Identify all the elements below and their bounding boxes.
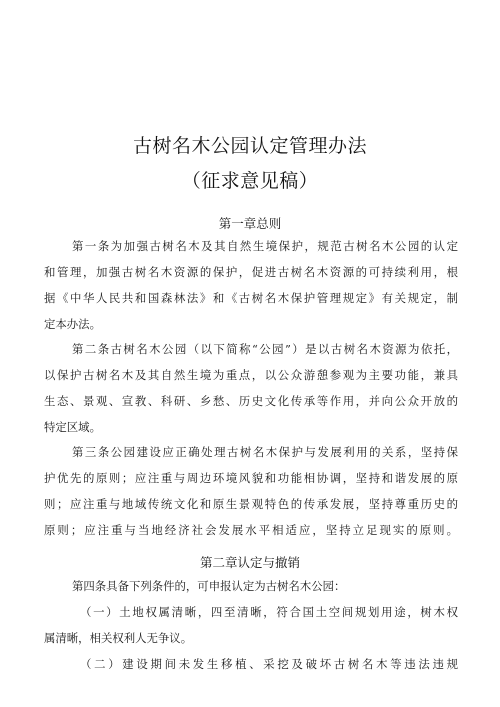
text-line: 特定区域。 [44,420,101,434]
text-line: 第二条古树名木公园（以下简称“公园”）是以古树名木资源为依托， [72,342,458,356]
text-line: 属清晰，相关权利人无争议。 [44,631,193,645]
document-subtitle: （征求意见稿） [181,170,319,192]
text-line: 以保护古树名木及其自然生境为重点，以公众游憩参观为主要功能，兼具 [44,368,458,382]
text-line: 生态、景观、宣教、科研、乡愁、历史文化传承等作用，并向公众开放的 [44,394,458,408]
text-line: 第一条为加强古树名木及其自然生境保护，规范古树名木公园的认定 [72,239,458,253]
text-line: 则；应注重与地域传统文化和原生景观特色的传承发展，坚持尊重历史的 [44,497,458,511]
text-line: 第四条具备下列条件的，可申报认定为古树名木公园： [72,579,346,593]
text-line: （二）建设期间未发生移植、采挖及破坏古树名木等违法违规 [80,657,458,671]
text-line: 护优先的原则；应注重与周边环境风貌和功能相协调，坚持和谐发展的原 [44,471,458,485]
text-line: 据《中华人民共和国森林法》和《古树名木保护管理规定》有关规定，制 [44,291,458,305]
text-line: 第三条公园建设应正确处理古树名木保护与发展利用的关系，坚持保 [72,445,458,459]
chapter-heading: 第二章认定与撤销 [199,555,300,570]
chapter-heading: 第一章总则 [218,216,282,231]
document-title: 古树名木公园认定管理办法 [132,135,367,157]
text-line: 原则；应注重与当地经济社会发展水平相适应，坚持立足现实的原则。 [44,523,458,537]
text-line: 定本办法。 [44,317,101,331]
text-line: （一）土地权属清晰，四至清晰，符合国土空间规划用途，树木权 [80,605,458,619]
text-line: 和管理，加强古树名木资源的保护，促进古树名木资源的可持续利用，根 [44,265,458,279]
